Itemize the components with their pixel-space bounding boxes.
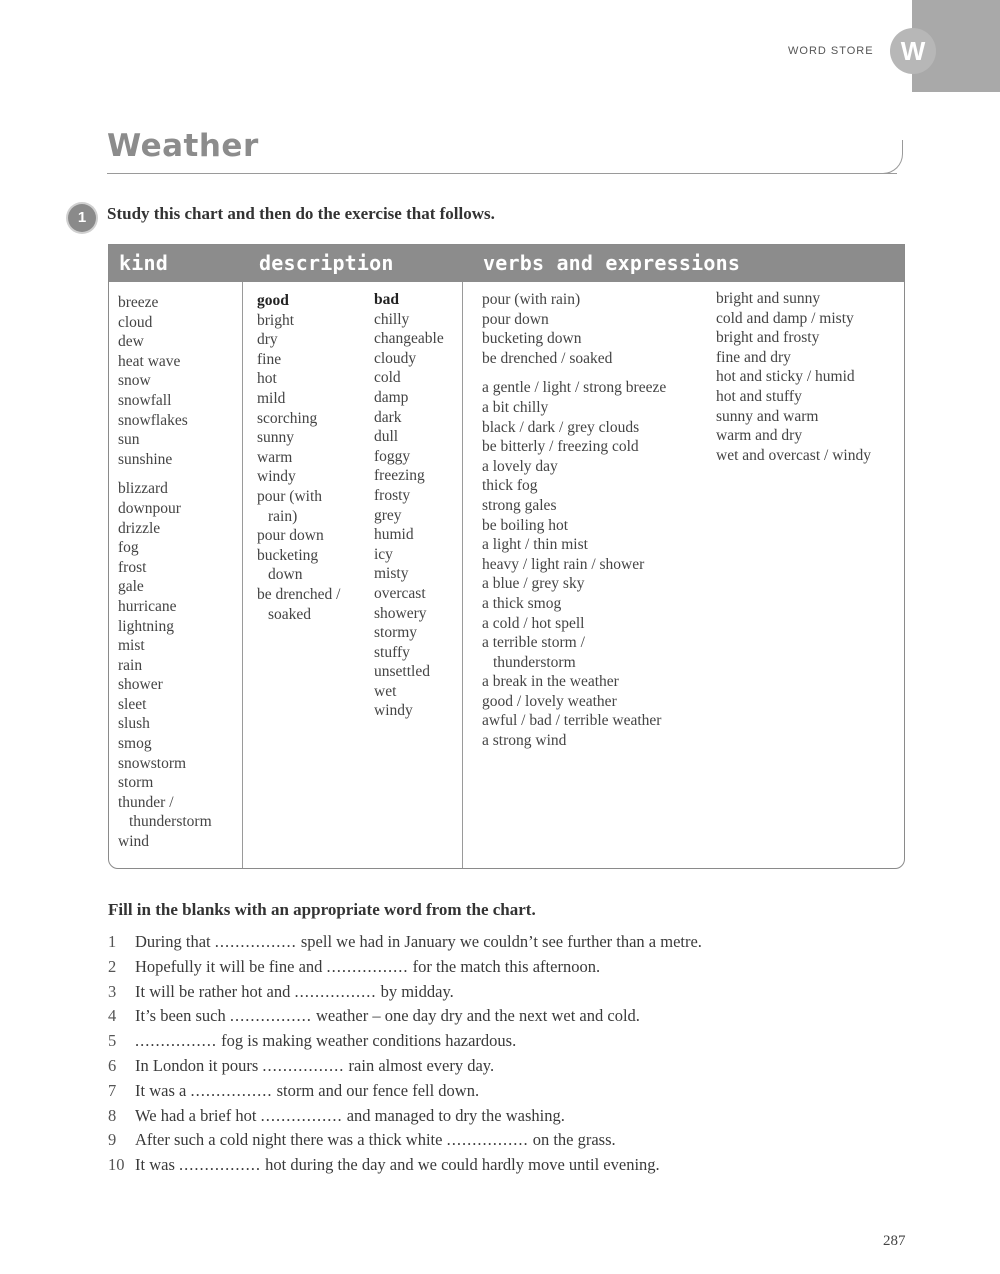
chart-term: a thick smog <box>482 594 562 612</box>
chart-term: showery <box>374 604 427 622</box>
chart-term: be drenched / <box>257 585 341 603</box>
section-label: WORD STORE <box>788 45 874 57</box>
chart-term: black / dark / grey clouds <box>482 418 640 436</box>
chart-term: warm and dry <box>716 427 803 445</box>
chart-term: snowfall <box>118 391 172 409</box>
chart-term: gale <box>118 578 144 596</box>
answer-blank[interactable]: ................ <box>214 932 297 951</box>
chart-term: snow <box>118 372 151 390</box>
chart-term: a gentle / light / strong breeze <box>482 379 667 397</box>
chart-term: a terrible storm / <box>482 634 585 652</box>
chart-term: misty <box>374 565 409 583</box>
chart-term: stormy <box>374 624 418 642</box>
chart-term: awful / bad / terrible weather <box>482 712 662 730</box>
chart-term: warm <box>257 448 293 466</box>
chart-term: bucketing <box>257 546 319 564</box>
chart-term: foggy <box>374 447 411 465</box>
chart-term: cold <box>374 369 401 387</box>
exercise-item <box>108 1153 898 1178</box>
header-kind: kind <box>119 251 168 275</box>
exercise-item <box>108 1079 898 1104</box>
answer-blank[interactable]: ................ <box>179 1155 261 1175</box>
item-text-after: hot during the day and we could hardly move until evening. <box>265 1155 660 1175</box>
item-number: 10 <box>108 1155 125 1175</box>
chart-term: dew <box>118 333 144 351</box>
chart-term: humid <box>374 526 414 544</box>
answer-blank[interactable]: ................ <box>294 981 377 1001</box>
chart-term: slush <box>118 715 150 733</box>
exercise-item <box>108 1054 898 1079</box>
item-number: 7 <box>108 1080 117 1100</box>
chart-term: changeable <box>374 330 444 348</box>
chart-term: sun <box>118 431 140 449</box>
exercise-item <box>108 1104 898 1129</box>
chart-term: heat wave <box>118 352 181 370</box>
chart-term: grey <box>374 506 402 524</box>
chart-term: fine and dry <box>716 348 791 366</box>
exercise-number-badge: 1 <box>68 204 96 232</box>
item-number: 9 <box>108 1130 117 1150</box>
answer-blank[interactable]: ................ <box>326 956 409 976</box>
chart-term: bright and sunny <box>716 290 821 307</box>
answer-blank[interactable]: ................ <box>190 1080 273 1100</box>
chart-term: overcast <box>374 584 426 602</box>
chart-term: be bitterly / freezing cold <box>482 438 639 456</box>
exercise-item <box>108 1004 898 1029</box>
chart-term: dull <box>374 428 399 446</box>
chart-term: pour down <box>257 527 324 545</box>
chart-term: smog <box>118 735 152 753</box>
chart-term: a cold / hot spell <box>482 614 585 632</box>
answer-blank[interactable]: ................ <box>262 1055 345 1075</box>
item-text-after: for the match this afternoon. <box>412 956 601 976</box>
chart-term: scorching <box>257 409 318 427</box>
item-text-after: rain almost every day. <box>348 1055 495 1075</box>
chart-term: good / lovely weather <box>482 692 617 710</box>
chart-term: a blue / grey sky <box>482 575 585 593</box>
chart-term: down <box>268 566 303 584</box>
item-text-after: fog is making weather conditions hazardous. <box>221 1031 517 1051</box>
item-text-after: weather – one day dry and the next wet and cold. <box>315 1006 640 1026</box>
chart-term: be boiling hot <box>482 516 569 534</box>
chart-header <box>109 245 904 282</box>
chart-term: hot and sticky / humid <box>716 368 855 386</box>
chart-term: wet and overcast / windy <box>716 446 871 464</box>
item-text-before: It was <box>135 1155 175 1175</box>
chart-term: thick fog <box>482 477 538 495</box>
section-badge: W <box>890 28 936 74</box>
chart-term: sunny <box>257 429 295 447</box>
answer-blank[interactable]: ................ <box>135 1031 217 1051</box>
title-divider <box>107 173 897 174</box>
chart-term: sunny and warm <box>716 407 819 425</box>
chart-term: heavy / light rain / shower <box>482 555 645 573</box>
chart-term: fine <box>257 350 282 368</box>
chart-term: pour down <box>482 310 549 328</box>
chart-term: dry <box>257 331 278 349</box>
chart-term: snowstorm <box>118 754 187 772</box>
verbs-column <box>482 290 666 751</box>
item-text-before: We had a brief hot <box>135 1105 257 1125</box>
page-number: 287 <box>883 1233 906 1249</box>
chart-term: damp <box>374 388 409 406</box>
chart-term: sleet <box>118 695 147 713</box>
chart-term: blizzard <box>118 480 168 498</box>
exercise-item <box>108 1128 898 1153</box>
answer-blank[interactable]: ................ <box>446 1130 529 1150</box>
item-text-after: on the grass. <box>532 1130 616 1150</box>
item-number: 3 <box>108 981 117 1001</box>
chart-term: lightning <box>118 617 174 635</box>
exercise-instruction: Study this chart and then do the exercise that follows. <box>107 204 495 223</box>
chart-term: bad <box>374 291 399 308</box>
chart-term: frost <box>118 558 147 576</box>
item-number: 2 <box>108 956 117 976</box>
chart-term: wet <box>374 682 397 700</box>
column-divider <box>242 282 243 868</box>
chart-term: mild <box>257 389 286 407</box>
bad-column <box>374 290 444 721</box>
chart-term: mist <box>118 637 145 655</box>
chart-term: breeze <box>118 294 159 311</box>
chart-term: windy <box>374 702 413 720</box>
chart-term: soaked <box>268 605 312 623</box>
exercise-item <box>108 1029 898 1054</box>
item-number: 1 <box>108 932 117 951</box>
chart-term: hot and stuffy <box>716 387 802 405</box>
chart-term: a strong wind <box>482 732 567 750</box>
chart-term: hurricane <box>118 597 177 615</box>
column-divider <box>462 282 463 868</box>
chart-term: shower <box>118 676 163 694</box>
chart-term: wind <box>118 833 149 851</box>
chart-term: rain) <box>268 507 298 525</box>
item-text-before: It’s been such <box>135 1006 226 1026</box>
chart-term: hot <box>257 370 277 388</box>
chart-term: a light / thin mist <box>482 536 588 554</box>
item-text-after: and managed to dry the washing. <box>346 1105 565 1125</box>
chart-term: a lovely day <box>482 457 558 475</box>
item-number: 8 <box>108 1105 117 1125</box>
chart-term: snowflakes <box>118 411 188 429</box>
chart-term: stuffy <box>374 643 410 661</box>
chart-term: pour (with rain) <box>482 291 581 308</box>
chart-term: downpour <box>118 499 181 517</box>
chart-term: windy <box>257 468 296 486</box>
header-description: description <box>259 251 394 275</box>
exercise-item <box>108 955 898 980</box>
chart-term: pour (with <box>257 487 323 505</box>
chart-term: unsettled <box>374 663 430 681</box>
chart-term: storm <box>118 774 154 792</box>
chart-term: drizzle <box>118 519 161 537</box>
item-text-before: Hopefully it will be fine and <box>135 956 323 976</box>
fill-instruction: Fill in the blanks with an appropriate word from the chart. <box>108 900 536 919</box>
chart-term: good <box>257 292 289 309</box>
chart-term: strong gales <box>482 496 557 514</box>
chart-term: sunshine <box>118 450 173 468</box>
chart-term: thunderstorm <box>493 653 576 671</box>
chart-term: bright <box>257 311 295 329</box>
chart-term: freezing <box>374 467 425 485</box>
chart-term: bucketing down <box>482 330 582 348</box>
chart-term: chilly <box>374 310 410 328</box>
vocabulary-chart <box>108 244 905 869</box>
answer-blank[interactable]: ................ <box>229 1006 312 1026</box>
answer-blank[interactable]: ................ <box>260 1105 343 1125</box>
chart-term: be drenched / soaked <box>482 349 613 367</box>
chart-term: cloud <box>118 313 153 331</box>
item-text-after: by midday. <box>380 981 454 1001</box>
exercise-list <box>108 930 898 1178</box>
item-number: 4 <box>108 1006 117 1026</box>
item-text-after: storm and our fence fell down. <box>276 1080 480 1100</box>
chart-term: rain <box>118 656 143 674</box>
item-text-before: It was a <box>135 1080 187 1100</box>
chart-term: a break in the weather <box>482 673 619 691</box>
chart-term: thunder / <box>118 793 174 811</box>
item-text-after: spell we had in January we couldn’t see further than a metre. <box>300 932 702 951</box>
chart-term: a bit chilly <box>482 398 549 416</box>
exercise-item <box>108 930 898 955</box>
item-text-before: After such a cold night there was a thick white <box>135 1130 443 1150</box>
chart-term: icy <box>374 545 393 563</box>
good-column <box>257 291 341 624</box>
chart-term: cloudy <box>374 349 417 367</box>
chart-term: bright and frosty <box>716 329 820 347</box>
title-divider-curve <box>878 140 903 174</box>
item-number: 5 <box>108 1031 117 1051</box>
item-text-before: In London it pours <box>135 1055 259 1075</box>
header-verbs-expressions: verbs and expressions <box>483 251 741 275</box>
exercise-item <box>108 980 898 1005</box>
chart-term: cold and damp / misty <box>716 309 854 327</box>
item-number: 6 <box>108 1055 117 1075</box>
item-text-before: During that <box>135 932 211 951</box>
kind-column <box>118 293 212 852</box>
chart-term: fog <box>118 539 139 557</box>
page-title: Weather <box>107 128 259 164</box>
expressions-column <box>716 289 871 465</box>
chart-term: dark <box>374 408 402 426</box>
chart-term: frosty <box>374 486 411 504</box>
item-text-before: It will be rather hot and <box>135 981 291 1001</box>
chart-term: thunderstorm <box>129 813 212 831</box>
